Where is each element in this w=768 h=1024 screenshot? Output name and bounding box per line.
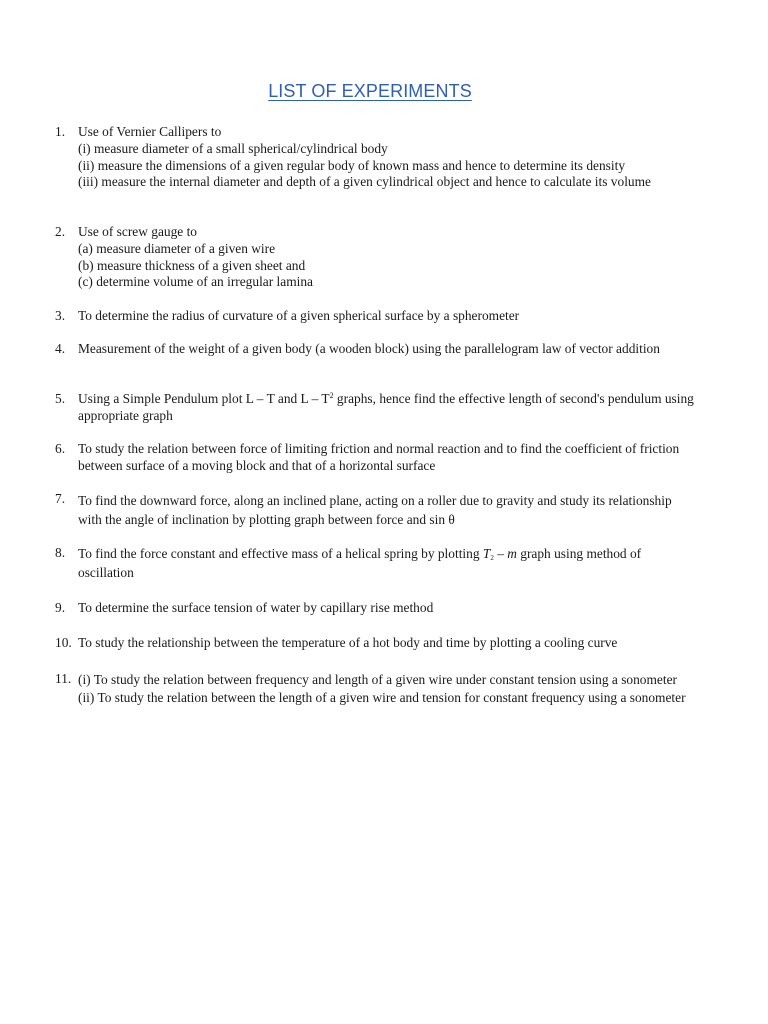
item-line: (iii) measure the internal diameter and depth of a given cylindrical object and hence to calculate its volume (78, 174, 651, 190)
list-item (55, 391, 695, 425)
list-item (55, 341, 695, 358)
list-item (55, 224, 695, 291)
item-line: (i) To study the relation between frequency and length of a given wire under constant tension using a sonometer (78, 672, 677, 687)
item-line: To determine the radius of curvature of a given spherical surface by a spherometer (78, 308, 520, 323)
list-item (55, 124, 695, 191)
item-number: 6. (55, 441, 66, 456)
item-line: To determine the surface tension of water by capillary rise method (78, 600, 434, 615)
item-line: To find the downward force, along an inclined plane, acting on a roller due to gravity and study its relationship with the angle of inclination by plotting graph between force and sin θ (78, 493, 672, 527)
item-line: (i) measure diameter of a small spherical/cylindrical body (78, 140, 388, 156)
list-item (55, 635, 695, 652)
item-number: 10. (55, 635, 72, 650)
item-text: Using a Simple Pendulum plot L – T and L – T (78, 391, 330, 406)
item-text: To find the force constant and effective mass of a helical spring by plotting (78, 546, 483, 561)
item-number: 4. (55, 341, 66, 356)
page-title: LIST OF EXPERIMENTS (268, 81, 472, 101)
item-number: 7. (55, 491, 66, 506)
item-line: (c) determine volume of an irregular lamina (78, 274, 313, 290)
item-number: 9. (55, 600, 66, 615)
item-line: (a) measure diameter of a given wire (78, 240, 276, 256)
item-line (78, 545, 695, 582)
subscript: 2 (490, 554, 494, 562)
item-number: 5. (55, 391, 66, 406)
list-item (55, 671, 695, 707)
item-number: 8. (55, 545, 66, 560)
item-number: 2. (55, 224, 66, 239)
list-item (55, 491, 695, 529)
item-line: Use of screw gauge to (78, 224, 197, 239)
list-item (55, 600, 695, 617)
list-item (55, 441, 695, 475)
item-line: To study the relation between force of limiting friction and normal reaction and to find the coefficient of friction between surface of a moving block and that of a horizontal surface (78, 441, 680, 473)
item-line: (ii) To study the relation between the length of a given wire and tension for constant frequency using a sonometer (78, 690, 686, 705)
item-number: 1. (55, 124, 66, 139)
item-number: 3. (55, 308, 66, 323)
item-line: (ii) measure the dimensions of a given regular body of known mass and hence to determine its density (78, 157, 626, 173)
item-line (78, 391, 695, 425)
item-line: To study the relationship between the temperature of a hot body and time by plotting a cooling curve (78, 635, 618, 650)
item-text: graphs, hence find the effective length of second's pendulum using appropriate graph (78, 391, 694, 423)
list-item (55, 545, 695, 582)
item-line: Use of Vernier Callipers to (78, 124, 222, 139)
item-number: 11. (55, 671, 72, 686)
item-line: Measurement of the weight of a given body (a wooden block) using the parallelogram law of vector addition (78, 341, 660, 356)
item-text: graph using method of oscillation (78, 546, 642, 580)
italic-symbol: T (482, 546, 491, 561)
italic-symbol: – m (493, 546, 517, 561)
superscript: 2 (329, 391, 334, 400)
list-item (55, 308, 695, 325)
item-line: (b) measure thickness of a given sheet and (78, 257, 306, 273)
